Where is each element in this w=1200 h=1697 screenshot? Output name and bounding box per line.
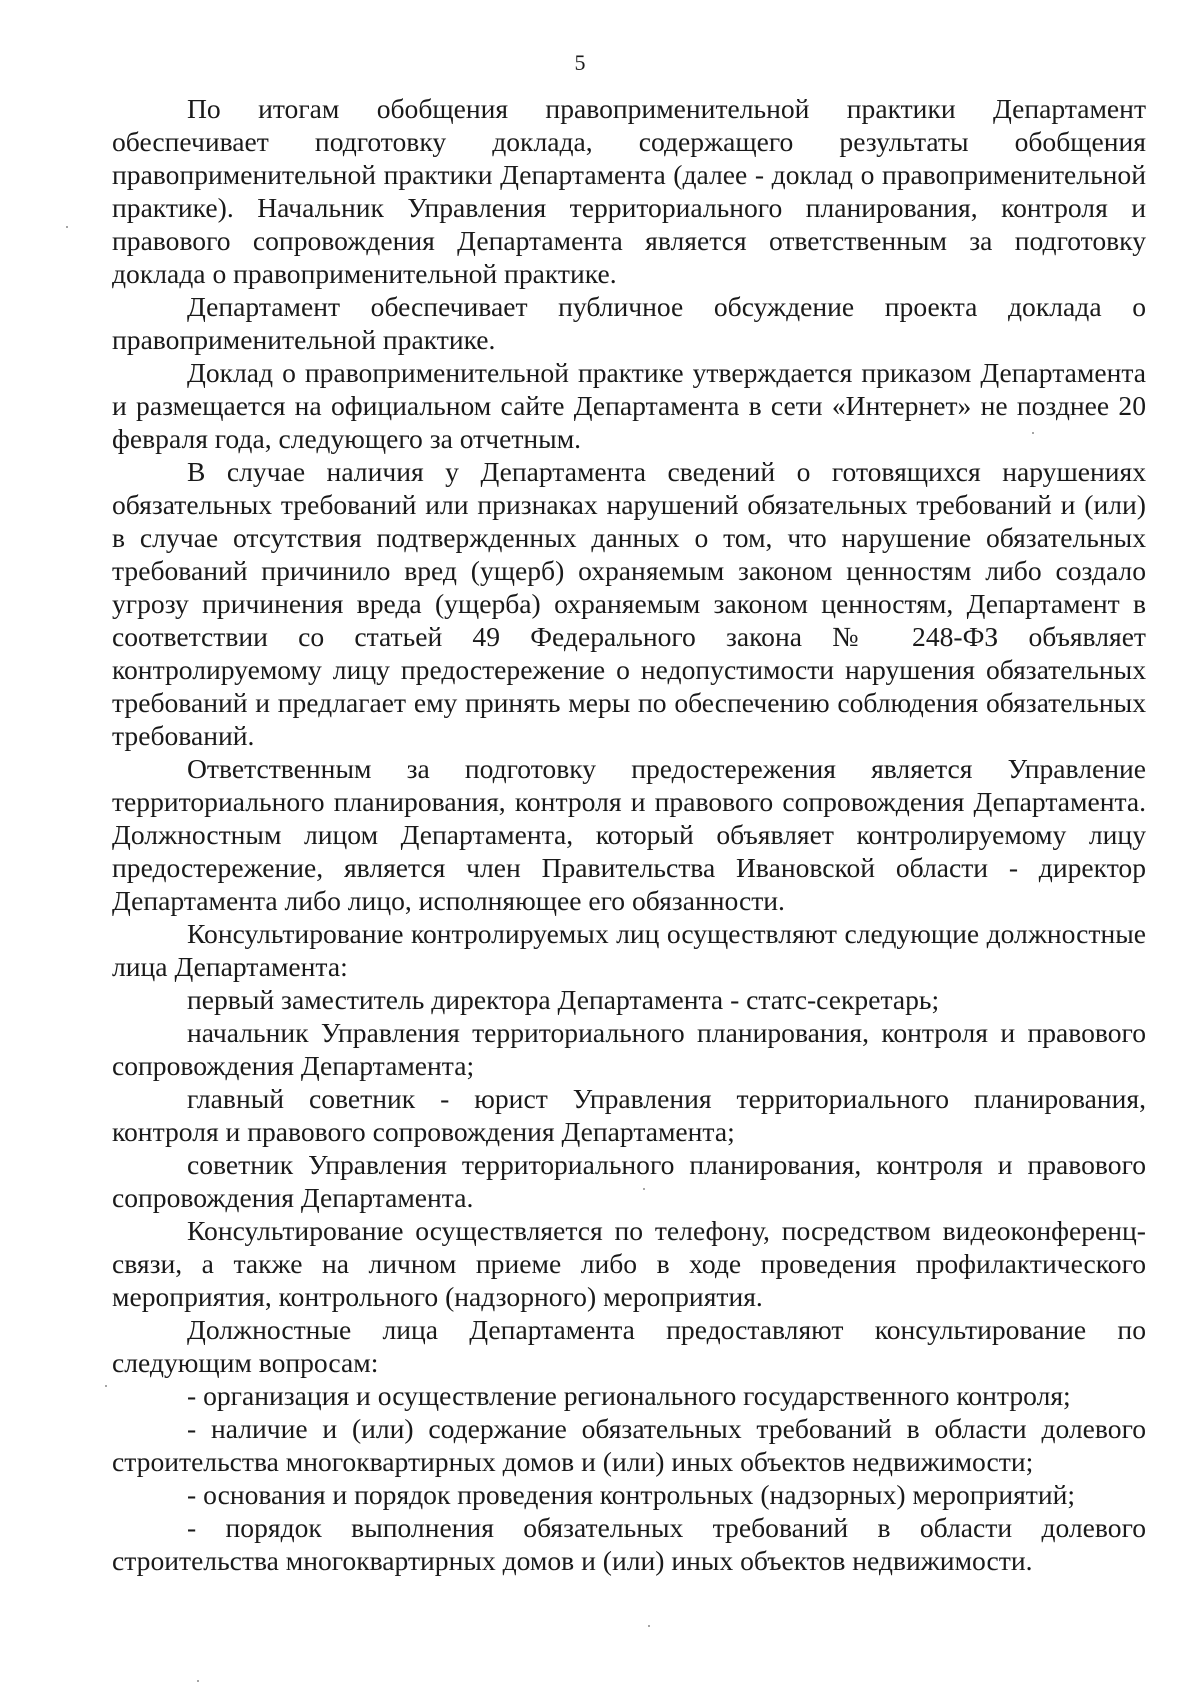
list-item-official-3: главный советник - юрист Управления территориального планирования, контроля и правового сопровождения Департамента; <box>112 1083 1146 1147</box>
paragraph-report-approval: Доклад о правоприменительной практике утверждается приказом Департамента и размещается на официальном сайте Департамента в сети «Интернет» не позднее 20 февраля года, следующего за отчетным. <box>112 357 1146 454</box>
scan-speck <box>648 1625 650 1627</box>
scan-speck <box>66 226 68 228</box>
paragraph-warning-responsibility: Ответственным за подготовку предостережения является Управление территориального планирования, контроля и правового сопровождения Департамента. Должностным лицом Департамента, который объявляет контролируемому лицу предостережение, является член Правительства Ивановской области - директор Департамента либо лицо, исполняющее его обязанности. <box>112 753 1146 916</box>
list-item-official-2: начальник Управления территориального планирования, контроля и правового сопровождения Департамента; <box>112 1017 1146 1081</box>
paragraph-consulting-methods: Консультирование осуществляется по телефону, посредством видеоконференц-связи, а также на личном приеме либо в ходе проведения профилактического мероприятия, контрольного (надзорного) мероприятия. <box>112 1215 1146 1312</box>
paragraph-consulting-topics: Должностные лица Департамента предоставляют консультирование по следующим вопросам: <box>112 1314 1146 1378</box>
paragraph-report-preparation: По итогам обобщения правоприменительной практики Департамент обеспечивает подготовку доклада, содержащего результаты обобщения правоприменительной практики Департамента (далее - доклад о правоприменительной практике). Начальник Управления территориального планирования, контроля и правового сопровождения Департамента является ответственным за подготовку доклада о правоприменительной практике. <box>112 93 1146 289</box>
document-body <box>112 92 1146 1577</box>
list-item-topic-3: - основания и порядок проведения контрольных (надзорных) мероприятий; <box>187 1479 1076 1510</box>
list-item-topic-1: - организация и осуществление регионального государственного контроля; <box>187 1380 1071 1411</box>
paragraph-warning-issuance: В случае наличия у Департамента сведений о готовящихся нарушениях обязательных требований или признаках нарушений обязательных требований и (или) в случае отсутствия подтвержденных данных о том, что нарушение обязательных требований причинило вред (ущерб) охраняемым законом ценностям либо создало угрозу причинения вреда (ущерба) охраняемым законом ценностям, Департамент в соответствии со статьей 49 Федерального закона № 248-ФЗ объявляет контролируемому лицу предостережение о недопустимости нарушения обязательных требований и предлагает ему принять меры по обеспечению соблюдения обязательных требований. <box>112 456 1146 751</box>
scan-speck <box>197 1680 199 1682</box>
list-item-official-4: советник Управления территориального планирования, контроля и правового сопровождения Департамента. <box>112 1149 1146 1213</box>
scan-speck <box>1032 432 1034 434</box>
list-item-topic-2: - наличие и (или) содержание обязательных требований в области долевого строительства многоквартирных домов и (или) иных объектов недвижимости; <box>112 1413 1146 1477</box>
paragraph-consulting-officials: Консультирование контролируемых лиц осуществляют следующие должностные лица Департамента: <box>112 918 1146 982</box>
page-number: 5 <box>574 50 586 75</box>
list-item-topic-4: - порядок выполнения обязательных требований в области долевого строительства многоквартирных домов и (или) иных объектов недвижимости. <box>112 1512 1146 1576</box>
list-item-official-1: первый заместитель директора Департамента - статс-секретарь; <box>187 984 940 1015</box>
scan-speck <box>105 1385 107 1387</box>
scan-speck <box>643 1188 645 1190</box>
paragraph-public-discussion: Департамент обеспечивает публичное обсуждение проекта доклада о правоприменительной практике. <box>112 291 1146 355</box>
